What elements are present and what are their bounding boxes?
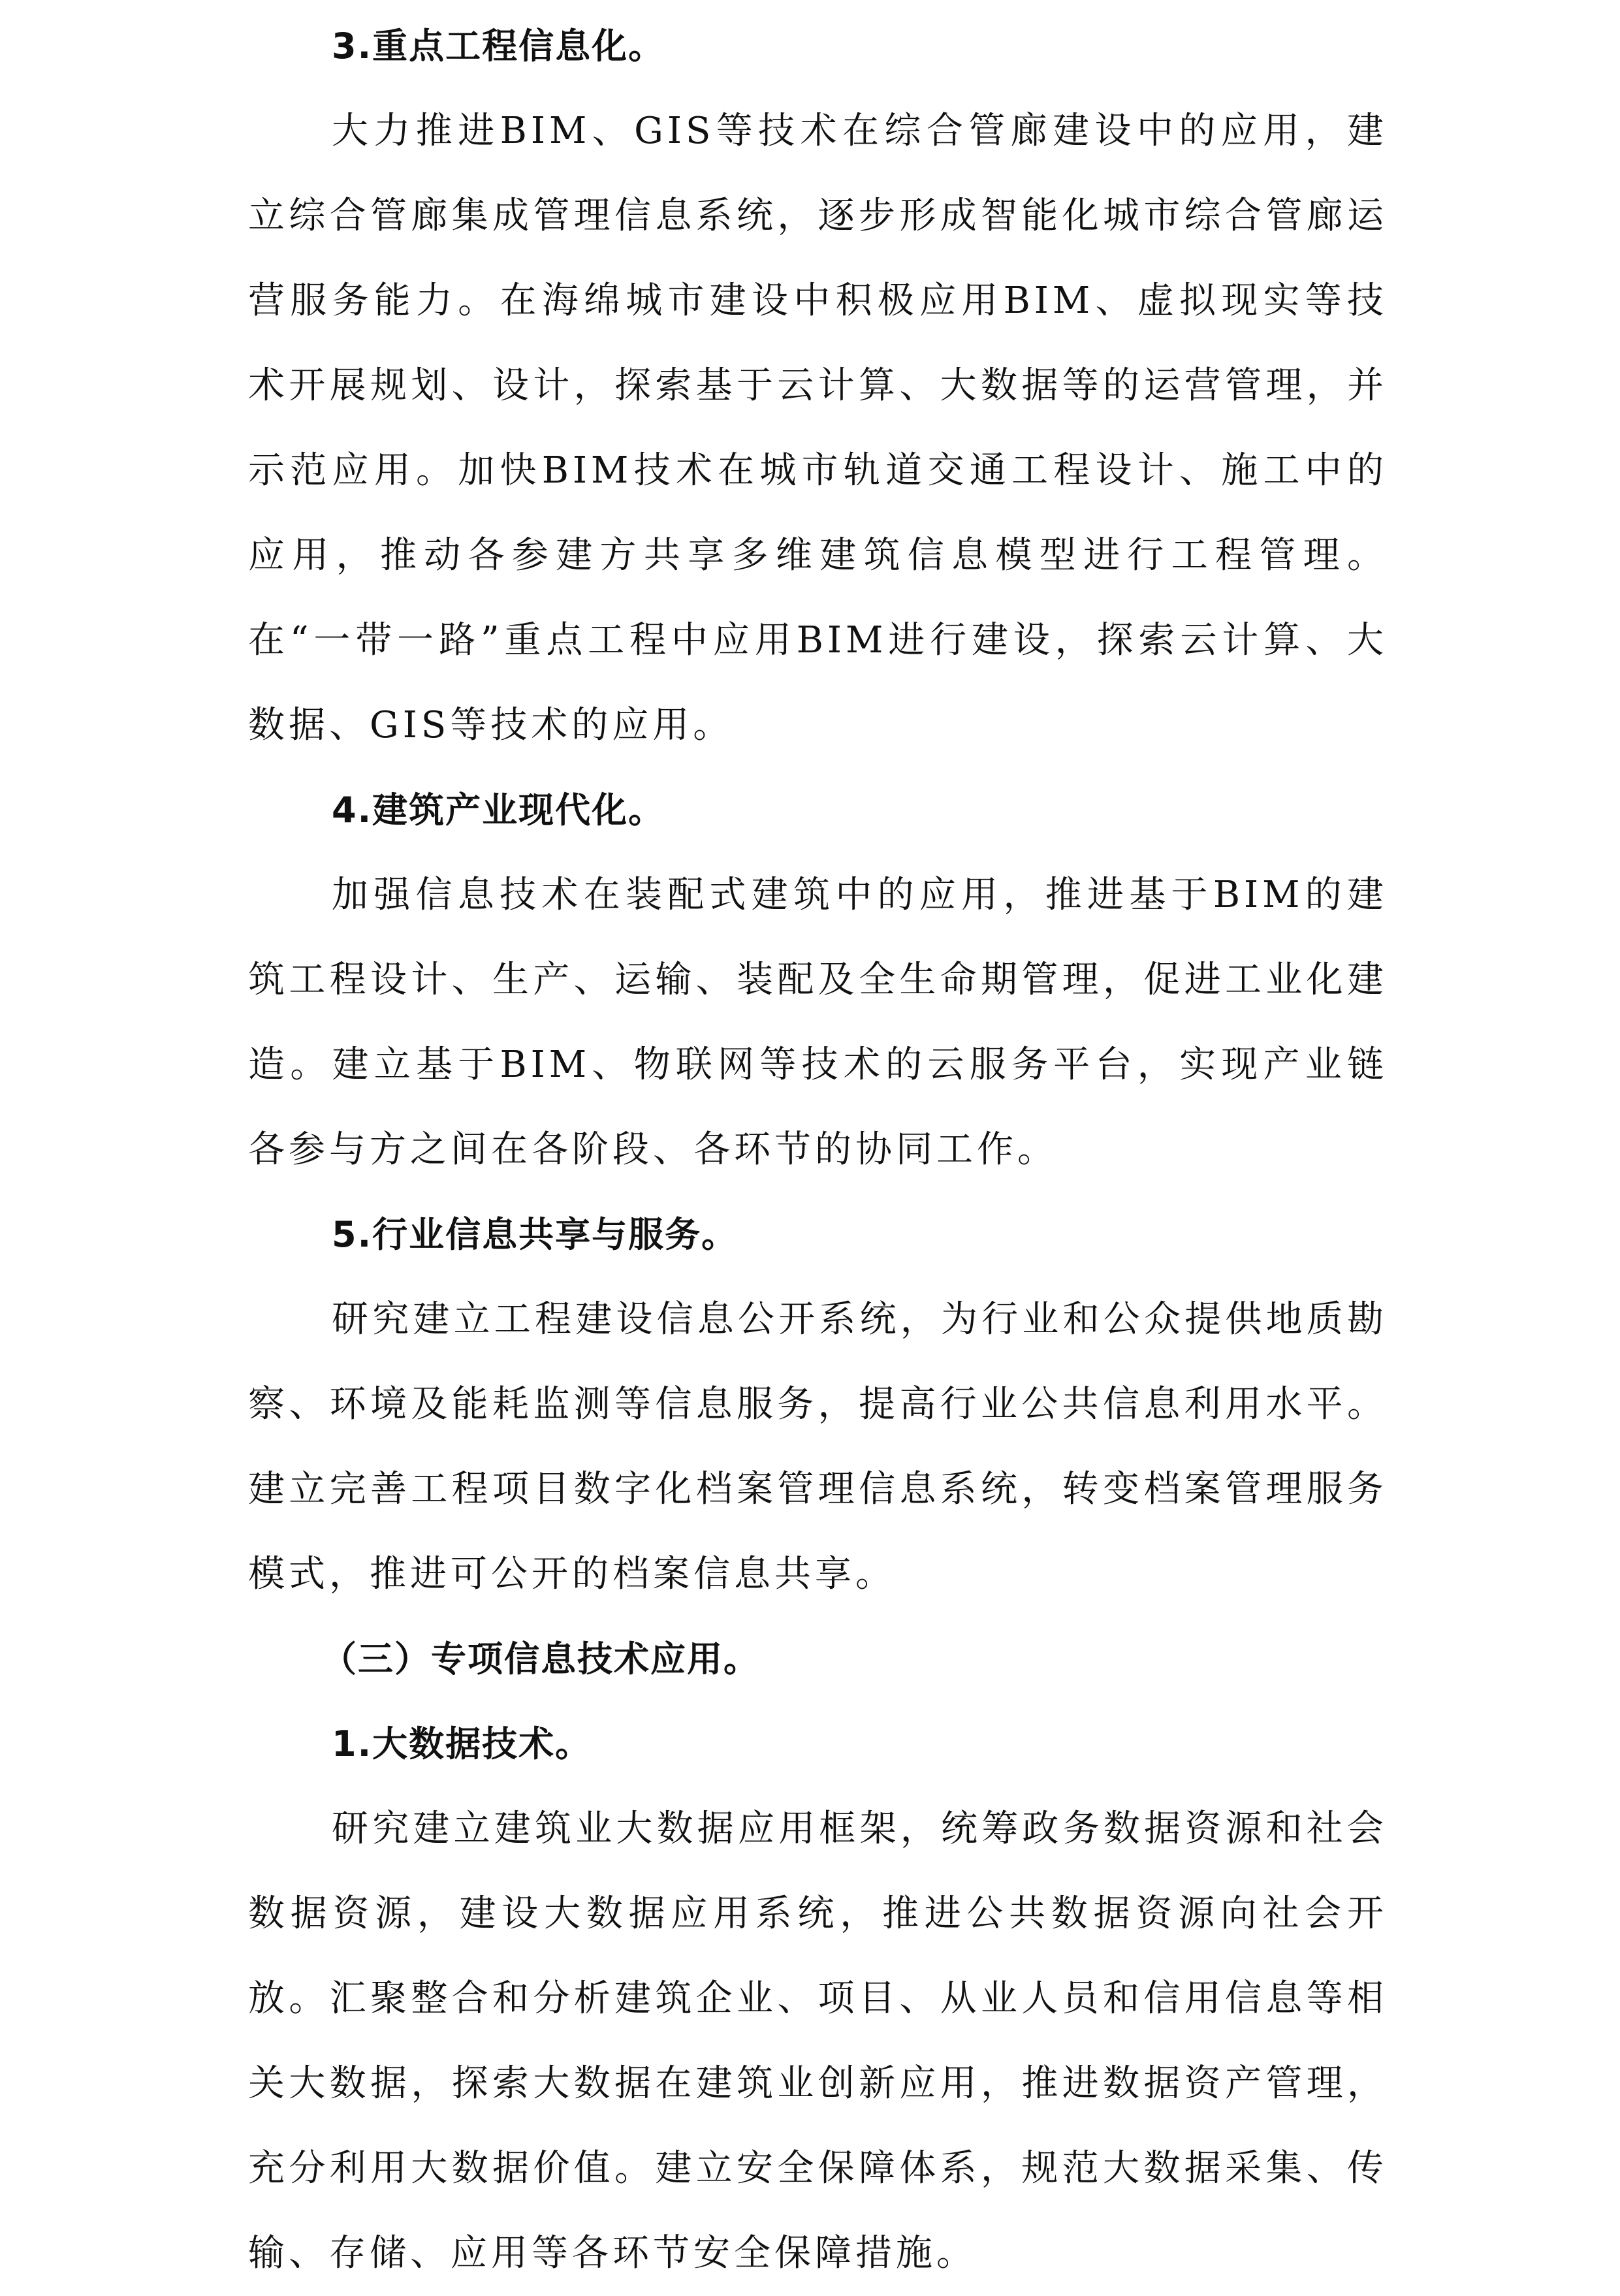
- heading-big-data: 1.大数据技术。: [332, 1723, 592, 1764]
- heading-special-tech: （三）专项信息技术应用。: [321, 1638, 760, 1680]
- paragraph-big-data: 研究建立建筑业大数据应用框架，统筹政务数据资源和社会数据资源，建设大数据应用系统，推进公共数据资源向社会开放。汇聚整合和分析建筑企业、项目、从业人员和信用信息等相关大数据，探索大数据在建筑业创新应用，推进数据资产管理，充分利用大数据价值。建立安全保障体系，规范大数据采集、传输、存储、应用等各环节安全保障措施。: [248, 1808, 1388, 2274]
- document-page: [248, 0, 1388, 2291]
- heading-key-projects: 3.重点工程信息化。: [332, 25, 665, 67]
- paragraph-industry-modernization: 加强信息技术在装配式建筑中的应用，推进基于BIM的建筑工程设计、生产、运输、装配及全生命期管理，促进工业化建造。建立基于BIM、物联网等技术的云服务平台，实现产业链各参与方之间在各阶段、各环节的协同工作。: [248, 874, 1388, 1171]
- paragraph-info-sharing: 研究建立工程建设信息公开系统，为行业和公众提供地质勘察、环境及能耗监测等信息服务，提高行业公共信息利用水平。建立完善工程项目数字化档案管理信息系统，转变档案管理服务模式，推进可公开的档案信息共享。: [248, 1298, 1388, 1595]
- paragraph-key-projects: 大力推进BIM、GIS等技术在综合管廊建设中的应用，建立综合管廊集成管理信息系统，逐步形成智能化城市综合管廊运营服务能力。在海绵城市建设中积极应用BIM、虚拟现实等技术开展规划、设计，探索基于云计算、大数据等的运营管理，并示范应用。加快BIM技术在城市轨道交通工程设计、施工中的应用，推动各参建方共享多维建筑信息模型进行工程管理。在“一带一路”重点工程中应用BIM进行建设，探索云计算、大数据、GIS等技术的应用。: [248, 110, 1388, 746]
- heading-info-sharing: 5.行业信息共享与服务。: [332, 1214, 739, 1255]
- heading-industry-modernization: 4.建筑产业现代化。: [332, 789, 665, 831]
